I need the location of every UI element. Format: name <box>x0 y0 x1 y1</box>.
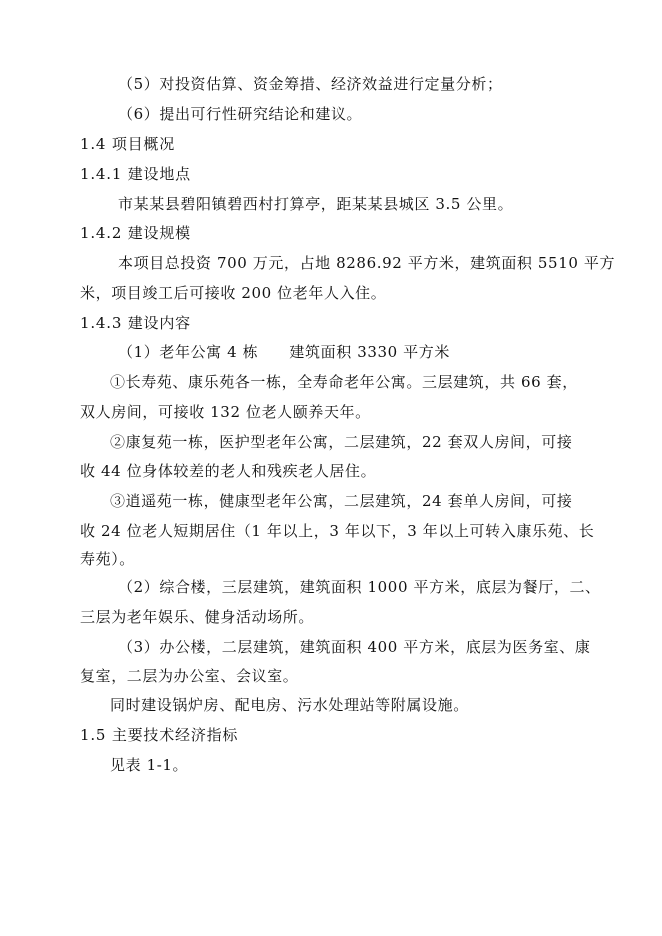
list-item-5: （5）对投资估算、资金筹措、经济效益进行定量分析； <box>118 75 503 93</box>
content-item-2-line-1: （2）综合楼，三层建筑，建筑面积 1000 平方米，底层为餐厅，二、 <box>118 578 601 596</box>
section-heading-1-4: 1.4 项目概况 <box>80 135 176 153</box>
content-item-1-c-line-3: 寿苑）。 <box>80 550 135 568</box>
content-item-1: （1）老年公寓 4 栋 建筑面积 3330 平方米 <box>118 343 450 361</box>
paragraph-scale-line-2: 米，项目竣工后可接收 200 位老年人入住。 <box>80 284 387 302</box>
subsection-heading-1-4-1: 1.4.1 建设地点 <box>80 165 191 183</box>
paragraph-auxiliary-facilities: 同时建设锅炉房、配电房、污水处理站等附属设施。 <box>110 696 469 714</box>
content-item-3-line-1: （3）办公楼，二层建筑，建筑面积 400 平方米，底层为医务室、康 <box>118 638 591 656</box>
list-item-6: （6）提出可行性研究结论和建议。 <box>118 105 363 123</box>
content-item-3-line-2: 复室，二层为办公室、会议室。 <box>80 667 299 685</box>
paragraph-scale-line-1: 本项目总投资 700 万元，占地 8286.92 平方米，建筑面积 5510 平方 <box>118 254 616 272</box>
content-item-1-a-line-1: ①长寿苑、康乐苑各一栋，全寿命老年公寓。三层建筑，共 66 套， <box>110 373 578 391</box>
content-item-1-c-line-1: ③逍遥苑一栋，健康型老年公寓，二层建筑，24 套单人房间，可接 <box>110 492 573 510</box>
paragraph-location: 市某某县碧阳镇碧西村打算亭，距某某县城区 3.5 公里。 <box>118 195 514 213</box>
subsection-heading-1-4-2: 1.4.2 建设规模 <box>80 224 191 242</box>
content-item-2-line-2: 三层为老年娱乐、健身活动场所。 <box>80 608 315 626</box>
paragraph-table-reference: 见表 1-1。 <box>110 756 189 774</box>
content-item-1-b-line-2: 收 44 位身体较差的老人和残疾老人居住。 <box>80 462 377 480</box>
subsection-heading-1-4-3: 1.4.3 建设内容 <box>80 314 191 332</box>
content-item-1-a-line-2: 双人房间，可接收 132 位老人颐养天年。 <box>80 403 371 421</box>
section-heading-1-5: 1.5 主要技术经济指标 <box>80 726 239 744</box>
content-item-1-b-line-1: ②康复苑一栋，医护型老年公寓，二层建筑，22 套双人房间，可接 <box>110 433 573 451</box>
content-item-1-c-line-2: 收 24 位老人短期居住（1 年以上，3 年以下，3 年以上可转入康乐苑、长 <box>80 522 595 540</box>
